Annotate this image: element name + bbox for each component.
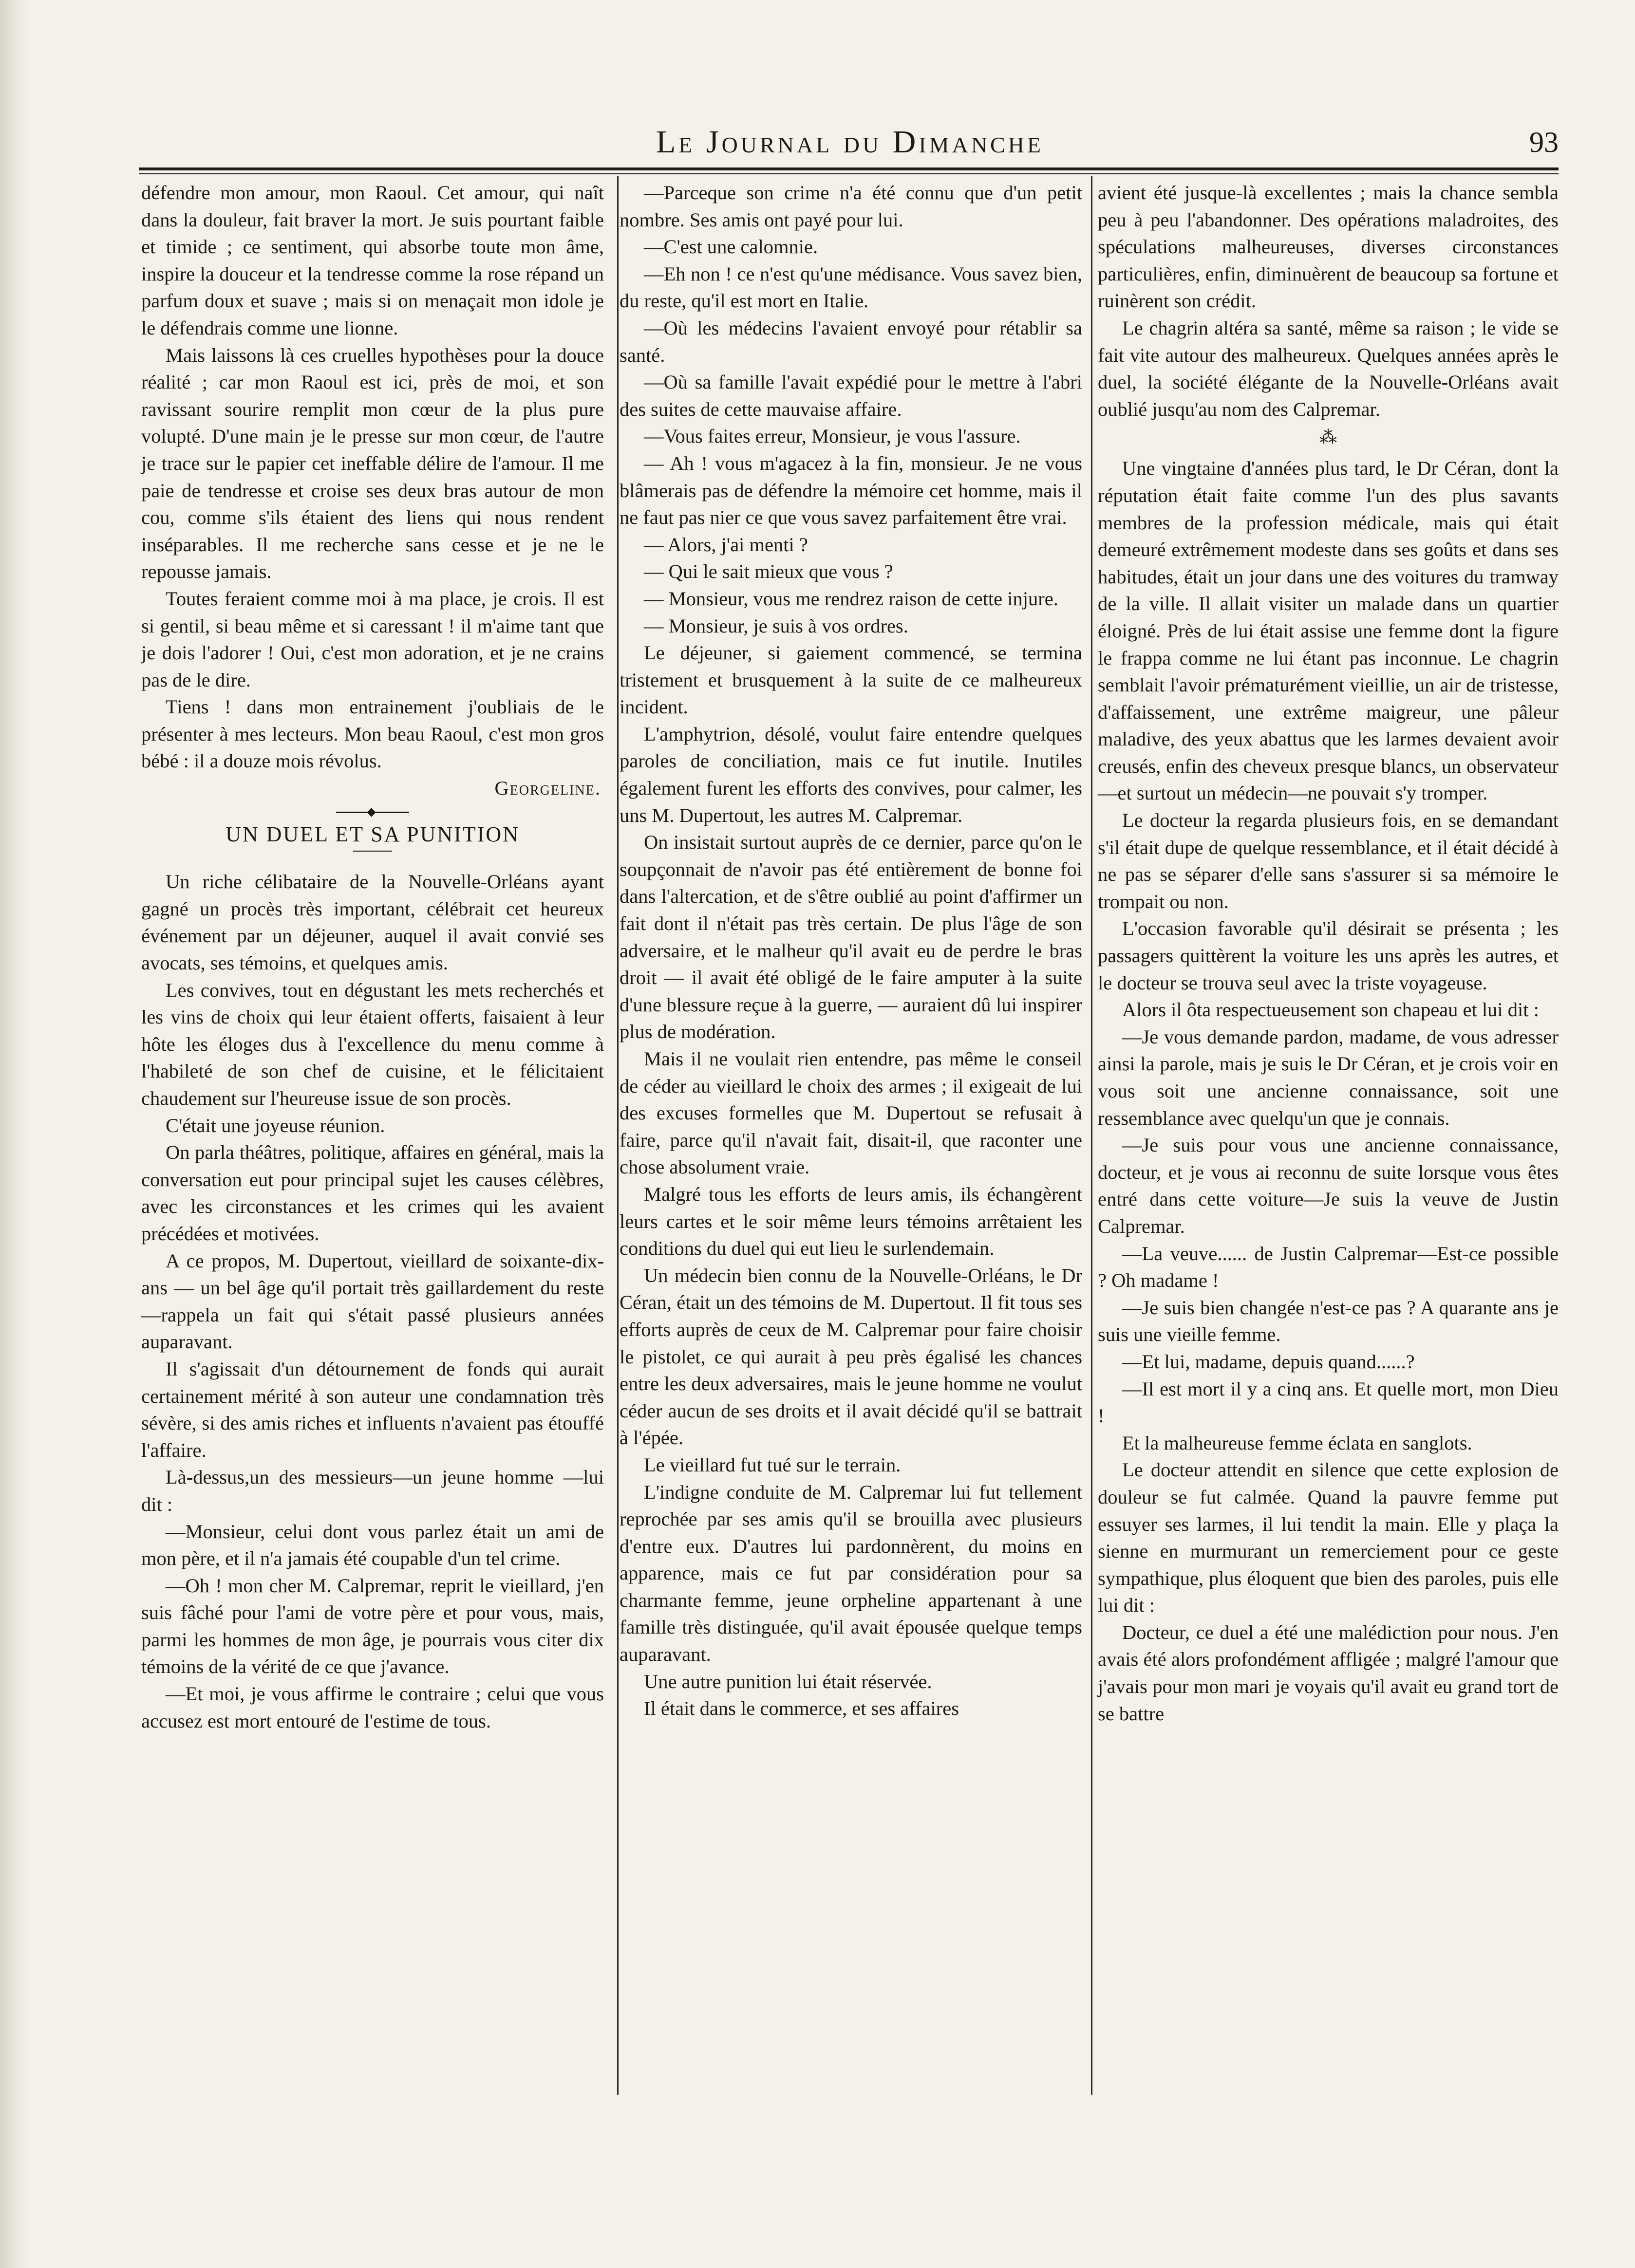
paragraph: Un riche célibataire de la Nouvelle-Orléans ayant gagné un procès très important, célébrait cet heureux événement par un déjeuner, auquel il avait convié ses avocats, ses témoins, et quelques amis. [141, 871, 604, 974]
paragraph: Mais laissons là ces cruelles hypothèses pour la douce réalité ; car mon Raoul est ici, près de moi, et son ravissant sourire remplit mon cœur de la plus pure volupté. D'une main je le presse sur mon cœur, de l'autre je trace sur le papier cet ineffable délire de l'amour. Il me paie de tendresse et croise ses deux bras autour de mon cou, comme s'ils étaient des liens qui nous rendent inséparables. Il me recherche sans cesse et je ne le repousse jamais. [141, 344, 604, 583]
header-rule [139, 167, 1559, 170]
paragraph: —Je suis pour vous une ancienne connaissance, docteur, et je vous ai reconnu de suite lorsque vous êtes entré dans cette voiture—Je suis la veuve de Justin Calpremar. [1098, 1134, 1559, 1237]
paragraph: Il s'agissait d'un détournement de fonds qui aurait certainement mérité à son auteur une condamnation très sévère, si des amis riches et influents n'avaient pas étouffé l'affaire. [141, 1357, 604, 1461]
paragraph: On parla théâtres, politique, affaires en général, mais la conversation eut pour principal sujet les causes célèbres, avec les circonstances et les crimes qui les avaient précédées et motivées. [141, 1141, 604, 1245]
paragraph: —Il est mort il y a cinq ans. Et quelle mort, mon Dieu ! [1098, 1377, 1559, 1427]
paragraph: Alors il ôta respectueusement son chapeau et lui dit : [1122, 999, 1539, 1021]
paragraph: —Monsieur, celui dont vous parlez était un ami de mon père, et il n'a jamais été coupable d'un tel crime. [141, 1520, 604, 1570]
paragraph: Le chagrin altéra sa santé, même sa raison ; le vide se fait vite autour des malheureux. Quelques années après le duel, la société élégante de la Nouvelle-Orléans avait oublié jusqu'au nom des Calpremar. [1098, 316, 1559, 420]
paragraph: Docteur, ce duel a été une malédiction pour nous. J'en avais été alors profondément affligée ; malgré l'amour que j'avais pour mon mari je voyais qu'il avait eu grand tort de se battre [1098, 1621, 1559, 1725]
paragraph: C'était une joyeuse réunion. [166, 1114, 385, 1136]
column-divider [1091, 176, 1092, 2095]
paragraph: Une vingtaine d'années plus tard, le Dr Céran, dont la réputation était faite comme l'un des plus savants membres de la profession médicale, mais qui était demeuré extrêmement modeste dans ses goûts et dans ses habitudes, était un jour dans une des voitures du tramway de la ville. Il allait visiter un malade dans un quartier éloigné. Près de lui était assise une femme dont la figure le frappa comme ne lui étant pas inconnue. Le chagrin semblait l'avoir prématurément vieillie, un air de tristesse, d'affaissement, une extrême maigreur, une pâleur maladive, des yeux abattus que les larmes devaient avoir creusés, enfin des cheveux presque blancs, un observateur—et surtout un médecin—ne pouvait s'y tromper. [1098, 457, 1559, 804]
paragraph: Il était dans le commerce, et ses affaires [644, 1697, 959, 1720]
newspaper-title: Le Journal du Dimanche [656, 124, 1044, 160]
paragraph: Et la malheureuse femme éclata en sanglots. [1122, 1431, 1472, 1454]
paragraph: —La veuve...... de Justin Calpremar—Est-ce possible ? Oh madame ! [1098, 1242, 1559, 1292]
paragraph: —Parceque son crime n'a été connu que d'un petit nombre. Ses amis ont payé pour lui. [620, 182, 1082, 231]
paragraph: Tiens ! dans mon entrainement j'oubliais de le présenter à mes lecteurs. Mon beau Raoul, c'est mon gros bébé : il a douze mois révolus. [141, 696, 604, 772]
paragraph: —Je suis bien changée n'est-ce pas ? A quarante ans je suis une vieille femme. [1098, 1296, 1559, 1346]
column-middle [620, 179, 1082, 1722]
paragraph: L'occasion favorable qu'il désirait se présenta ; les passagers quittèrent la voiture les uns après les autres, et le docteur se trouva seul avec la triste voyageuse. [1098, 917, 1559, 994]
page-edge [0, 0, 29, 2268]
column-divider [617, 176, 619, 2095]
page-number: 93 [1529, 126, 1559, 158]
column-right [1098, 179, 1559, 1727]
paragraph: — Ah ! vous m'agacez à la fin, monsieur. Je ne vous blâmerais pas de défendre la mémoire cet homme, mais il ne faut pas nier ce que vous savez parfaitement être vrai. [620, 452, 1082, 529]
paragraph: Un médecin bien connu de la Nouvelle-Orléans, le Dr Céran, était un des témoins de M. Dupertout. Il fit tous ses efforts auprès de ceux de M. Calpremar pour faire choisir le pistolet, ce qui aurait à peu près égalisé les chances entre les deux adversaires, mais le jeune homme ne voulut céder aucun de ses droits et il avait décidé qu'il se battrait à l'épée. [620, 1264, 1082, 1449]
section-separator [336, 812, 409, 813]
paragraph: On insistait surtout auprès de ce dernier, parce qu'on le soupçonnait de n'avoir pas été entièrement de bonne foi dans l'altercation, et de s'être oublié au point d'affirmer un fait dont il n'était pas très certain. De plus l'âge de son adversaire, et le malheur qu'il avait eu de perdre le bras droit — il avait été obligé de le faire amputer à la suite d'une blessure reçue à la guerre, — auraient dû lui inspirer plus de modération. [620, 831, 1082, 1043]
paragraph: — Alors, j'ai menti ? [644, 533, 808, 556]
paragraph: défendre mon amour, mon Raoul. Cet amour, qui naît dans la douleur, fait braver la mort. Je suis pourtant faible et timide ; ce sentiment, qui absorbe toute mon âme, inspire la douceur et la tendresse comme la rose répand un parfum doux et suave ; mais si on menaçait mon idole je le défendrais comme une lionne. [141, 182, 604, 339]
paragraph: Là-dessus,un des messieurs—un jeune homme —lui dit : [141, 1466, 604, 1515]
header-rule-thin [139, 173, 1559, 174]
paragraph: Malgré tous les efforts de leurs amis, ils échangèrent leurs cartes et le soir même leurs témoins arrêtaient les conditions du duel qui eut lieu le surlendemain. [620, 1183, 1082, 1260]
paragraph: Une autre punition lui était réservée. [644, 1670, 932, 1692]
paragraph: Le déjeuner, si gaiement commencé, se termina tristement et brusquement à la suite de ce malheureux incident. [620, 642, 1082, 718]
asterism-divider: ⁂ [1319, 428, 1337, 447]
paragraph: —Vous faites erreur, Monsieur, je vous l'assure. [644, 425, 1021, 447]
article-title: UN DUEL ET SA PUNITION [226, 822, 520, 846]
paragraph: A ce propos, M. Dupertout, vieillard de soixante-dix-ans — un bel âge qu'il portait très gaillardement du reste—rappela un fait qui s'était passé plusieurs années auparavant. [141, 1249, 604, 1353]
paragraph: L'amphytrion, désolé, voulut faire entendre quelques paroles de conciliation, mais ce fut inutile. Inutiles également furent les efforts des convives, pour calmer, les uns M. Dupertout, les autres M. Calpremar. [620, 723, 1082, 826]
paragraph: — Monsieur, vous me rendrez raison de cette injure. [644, 587, 1058, 610]
paragraph: — Monsieur, je suis à vos ordres. [644, 614, 908, 637]
paragraph: avient été jusque-là excellentes ; mais la chance sembla peu à peu l'abandonner. Des opérations maladroites, des spéculations malheureuses, diverses circonstances particulières, enfin, diminuèrent de beaucoup sa fortune et ruinèrent son crédit. [1098, 182, 1559, 312]
paragraph: — Qui le sait mieux que vous ? [644, 560, 893, 583]
paragraph: —Et lui, madame, depuis quand......? [1122, 1350, 1415, 1373]
masthead [141, 120, 1559, 167]
paragraph: —C'est une calomnie. [644, 236, 818, 258]
paragraph: —Où sa famille l'avait expédié pour le mettre à l'abri des suites de cette mauvaise affaire. [620, 371, 1082, 420]
paragraph: —Je vous demande pardon, madame, de vous adresser ainsi la parole, mais je suis le Dr Céran, et je crois voir en vous soit une ancienne connaissance, soit une ressemblance avec quelqu'un que je connais. [1098, 1025, 1559, 1129]
paragraph: —Et moi, je vous affirme le contraire ; celui que vous accusez est mort entouré de l'estime de tous. [141, 1683, 604, 1732]
paragraph: Le docteur attendit en silence que cette explosion de douleur se fut calmée. Quand la pauvre femme put essuyer ses larmes, il lui tendit la main. Elle y plaça la sienne en murmurant un remerciement pour ce geste sympathique, plus éloquent que bien des paroles, puis elle lui dit : [1098, 1459, 1559, 1617]
paragraph: Toutes feraient comme moi à ma place, je crois. Il est si gentil, si beau même et si caressant ! il m'aime tant que je dois l'adorer ! Oui, c'est mon adoration, et je ne crains pas de le dire. [141, 587, 604, 691]
paragraph: Le vieillard fut tué sur le terrain. [644, 1453, 901, 1476]
paragraph: —Eh non ! ce n'est qu'une médisance. Vous savez bien, du reste, qu'il est mort en Italie. [620, 262, 1082, 312]
paragraph: —Où les médecins l'avaient envoyé pour rétablir sa santé. [620, 316, 1082, 366]
title-underline [353, 851, 392, 852]
paragraph: —Oh ! mon cher M. Calpremar, reprit le vieillard, j'en suis fâché pour l'ami de votre père et pour vous, mais, parmi les hommes de mon âge, je pourrais vous citer dix témoins de la vérité de ce que j'avance. [141, 1574, 604, 1678]
paragraph: Les convives, tout en dégustant les mets recherchés et les vins de choix qui leur étaient offerts, faisaient à leur hôte les éloges dus à l'excellence du menu comme à l'habileté de son chef de cuisine, et le félicitaient chaudement sur l'heureuse issue de son procès. [141, 979, 604, 1109]
paragraph: L'indigne conduite de M. Calpremar lui fut tellement reprochée par ses amis qu'il se brouilla avec plusieurs d'entre eux. D'autres lui pardonnèrent, du moins en apparence, mais ce fut par considération pour sa charmante femme, jeune orpheline appartenant à une famille très distinguée, qu'il avait épousée quelque temps auparavant. [620, 1481, 1082, 1666]
author-signature: Georgeline. [494, 777, 601, 799]
paragraph: Le docteur la regarda plusieurs fois, en se demandant s'il était dupe de quelque ressemblance, et il était décidé à ne pas se séparer d'elle sans s'assurer si sa mémoire le trompait ou non. [1098, 809, 1559, 912]
paragraph: Mais il ne voulait rien entendre, pas même le conseil de céder au vieillard le choix des armes ; il exigeait de lui des excuses formelles que M. Dupertout se refusait à faire, parce qu'il n'avait fait, disait-il, que raconter une chose absolument vraie. [620, 1048, 1082, 1178]
column-left [141, 179, 604, 1734]
